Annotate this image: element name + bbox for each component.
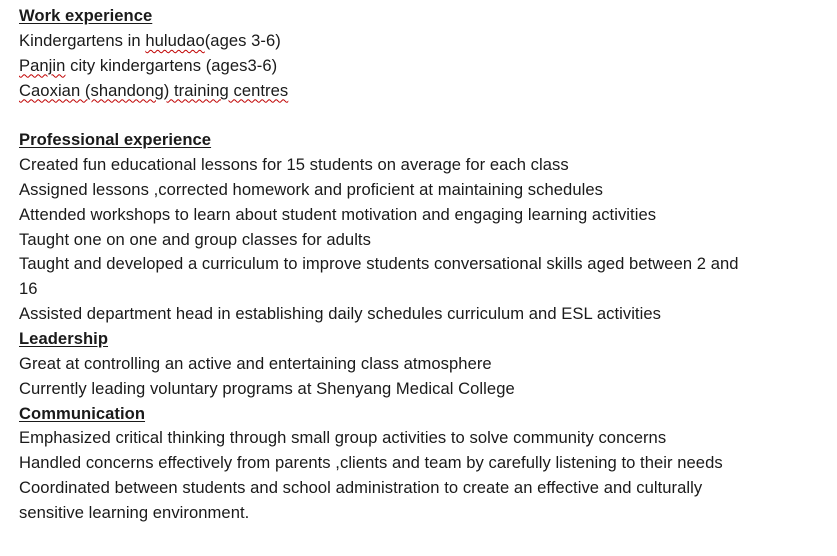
communication-item-continuation: sensitive learning environment. — [19, 502, 250, 522]
professional-item: Created fun educational lessons for 15 students on average for each class — [19, 155, 569, 175]
communication-item: Coordinated between students and school administration to create an effective and culturally — [19, 478, 703, 498]
section-heading-professional-experience: Professional experience — [19, 130, 212, 150]
spellcheck-flagged-word: huludao — [145, 30, 205, 50]
work-item-text: (ages 3-6) — [204, 30, 281, 50]
professional-item: Attended workshops to learn about student motivation and engaging learning activities — [19, 204, 657, 224]
section-heading-work-experience: Work experience — [19, 6, 153, 25]
leadership-item: Currently leading voluntary programs at Shenyang Medical College — [19, 378, 515, 398]
professional-item-continuation: 16 — [19, 279, 38, 299]
section-heading-leadership: Leadership — [19, 328, 109, 348]
work-item — [19, 54, 819, 79]
professional-item: Assigned lessons ,corrected homework and proficient at maintaining schedules — [19, 179, 603, 199]
leadership-item: Great at controlling an active and entertaining class atmosphere — [19, 353, 492, 373]
professional-item: Taught and developed a curriculum to improve students conversational skills aged between 2 and — [19, 254, 739, 274]
professional-item: Taught one on one and group classes for adults — [19, 229, 371, 249]
spellcheck-flagged-word: Panjin — [19, 55, 66, 75]
work-item-text: Kindergartens in — [19, 30, 146, 50]
communication-item: Handled concerns effectively from parents ,clients and team by carefully listening to their needs — [19, 453, 723, 473]
spellcheck-flagged-phrase: Caoxian (shandong) training centres — [19, 80, 289, 100]
work-item-text: city kindergartens (ages3-6) — [65, 55, 278, 75]
resume-document — [19, 4, 819, 526]
communication-item: Emphasized critical thinking through small group activities to solve community concerns — [19, 428, 667, 448]
section-heading-communication: Communication — [19, 403, 146, 423]
professional-item: Assisted department head in establishing daily schedules curriculum and ESL activities — [19, 304, 661, 324]
work-item — [19, 79, 819, 104]
work-item — [19, 29, 819, 54]
blank-line — [19, 103, 819, 128]
